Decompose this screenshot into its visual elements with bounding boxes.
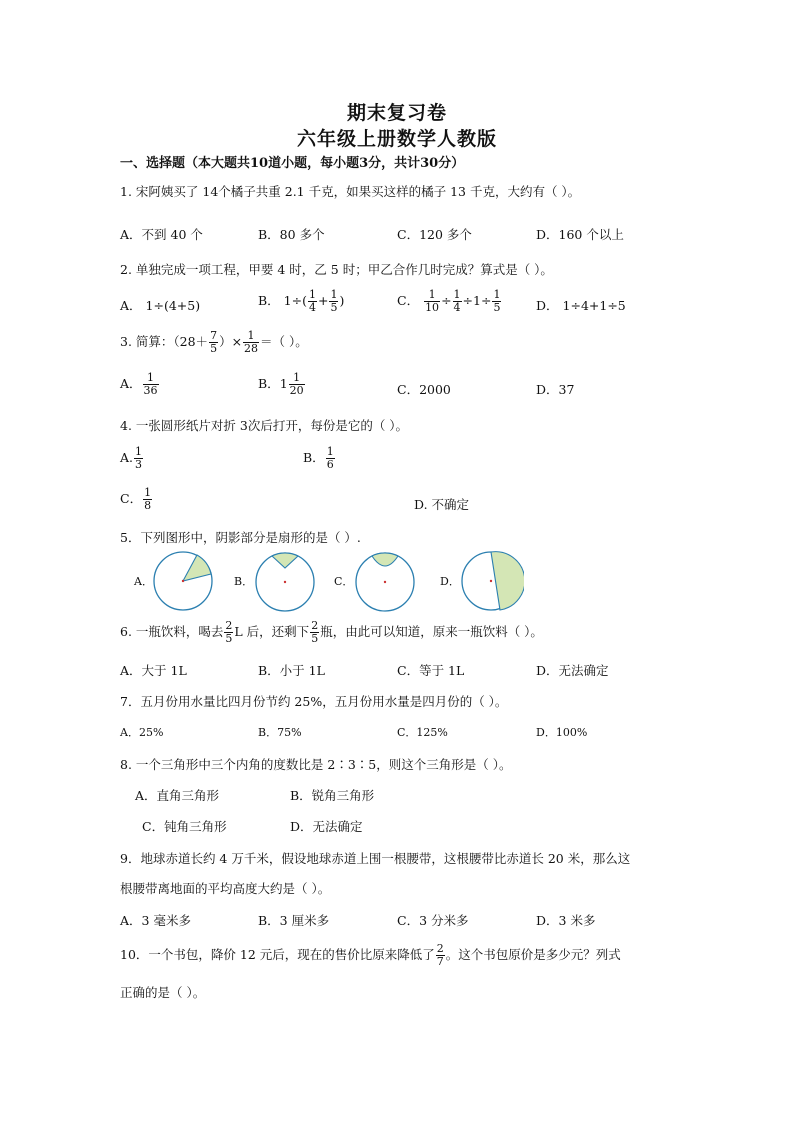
- question-8-stem: 8. 一个三角形中三个内角的度数比是 2∶3∶5，则这个三角形是（ ）。: [120, 757, 512, 772]
- fraction: $\frac{1}{5}$: [493, 288, 501, 314]
- q2-option-d[interactable]: [536, 296, 626, 314]
- q9-option-c[interactable]: C．3 分米多: [397, 913, 469, 928]
- q2-option-c[interactable]: [397, 289, 502, 314]
- q7-option-c[interactable]: C．125%: [397, 726, 448, 739]
- q5-option-d[interactable]: D．: [440, 575, 460, 588]
- option-label: B．: [258, 293, 280, 308]
- q4-option-a[interactable]: A. $\frac{1}{3}$: [120, 445, 143, 471]
- q1-option-d[interactable]: D．160 个以上: [536, 227, 624, 242]
- question-9-stem-line-2: 根腰带离地面的平均高度大约是（ ）。: [120, 881, 331, 896]
- q6-option-d[interactable]: D．无法确定: [536, 663, 609, 678]
- expression-part: +: [317, 293, 329, 308]
- expression-part: ÷1÷: [462, 293, 492, 308]
- question-6-stem: 6. 一瓶饮料，喝去 $\frac{2}{5}$ L 后，还剩下 $\frac{2}{5}$ 瓶，由此可以知道，原来一瓶饮料（ ）。: [120, 619, 543, 645]
- expression: 1÷4+1÷5: [562, 298, 626, 313]
- question-1-stem: 1. 宋阿姨买了 14个橘子共重 2.1 千克，如果买这样的橘子 13 千克，大约有（ ）。: [120, 184, 581, 199]
- q9-option-b[interactable]: B．3 厘米多: [258, 913, 330, 928]
- q6-option-b[interactable]: B．小于 1L: [258, 663, 325, 678]
- fraction: $\frac{1}{10}$: [425, 288, 440, 314]
- q8-option-c[interactable]: C．钝角三角形: [142, 819, 227, 834]
- option-label: D．: [536, 298, 559, 313]
- circle-figure-b: [252, 548, 318, 614]
- q3-option-d[interactable]: D．37: [536, 382, 575, 397]
- circle-figure-d: [458, 548, 524, 614]
- expression-part: 1÷(: [283, 293, 307, 308]
- question-2-stem: 2. 单独完成一项工程，甲要 4 时，乙 5 时；甲乙合作几时完成？算式是（ ）。: [120, 262, 553, 277]
- q7-option-d[interactable]: D．100%: [536, 726, 588, 739]
- page-subtitle: 六年级上册数学人教版: [296, 128, 497, 150]
- question-5-stem: 5．下列图形中，阴影部分是扇形的是（ ）.: [120, 530, 361, 545]
- fraction: $\frac{2}{5}$: [225, 619, 233, 645]
- fraction: $\frac{1}{20}$: [289, 371, 304, 397]
- page-title: 期末复习卷: [346, 102, 447, 124]
- fraction: $\frac{1}{8}$: [144, 486, 152, 512]
- circle-figure-c: [352, 548, 418, 614]
- fraction: $\frac{1}{36}$: [143, 371, 158, 397]
- question-4-stem: 4. 一张圆形纸片对折 3次后打开，每份是它的（ ）。: [120, 418, 409, 433]
- circle-figure-a: [150, 548, 216, 614]
- question-10-stem: 10．一个书包，降价 12 元后，现在的售价比原来降低了 $\frac{2}{7}$ 。这个书包原价是多少元？列式: [120, 942, 621, 968]
- section-heading: 一、选择题（本大题共10道小题，每小题3分，共计30分）: [120, 156, 465, 171]
- fraction: $\frac{7}{5}$: [210, 329, 218, 355]
- q6-option-a[interactable]: A．大于 1L: [120, 663, 187, 678]
- fraction: $\frac{1}{6}$: [326, 445, 334, 471]
- q9-option-d[interactable]: D．3 米多: [536, 913, 596, 928]
- q2-option-a[interactable]: [120, 296, 200, 314]
- fraction: $\frac{1}{4}$: [453, 288, 461, 314]
- fraction: $\frac{1}{3}$: [135, 445, 143, 471]
- q8-option-a[interactable]: A．直角三角形: [135, 788, 220, 803]
- fraction: $\frac{1}{28}$: [244, 329, 259, 355]
- expression-part: ÷: [441, 293, 452, 308]
- question-3-stem: 3. 简算：（28＋ $\frac{7}{5}$ ）× $\frac{1}{28}$ ＝（ ）。: [120, 329, 308, 355]
- expression: 1÷(4+5): [145, 298, 201, 313]
- q1-option-a[interactable]: A．不到 40 个: [120, 227, 203, 242]
- q2-option-b[interactable]: [258, 289, 344, 314]
- q9-option-a[interactable]: A．3 毫米多: [120, 913, 191, 928]
- q6-option-c[interactable]: C．等于 1L: [397, 663, 465, 678]
- expression-part: ): [339, 293, 345, 308]
- question-9-stem-line-1: 9．地球赤道长约 4 万千米，假设地球赤道上围一根腰带，这根腰带比赤道长 20 米，那么这: [120, 851, 631, 866]
- q7-option-a[interactable]: A．25%: [120, 726, 164, 739]
- q3-option-b[interactable]: B．1 $\frac{1}{20}$: [258, 371, 304, 397]
- q8-option-d[interactable]: D．无法确定: [290, 819, 363, 834]
- q1-option-b[interactable]: B．80 多个: [258, 227, 325, 242]
- q5-option-b[interactable]: B．: [234, 575, 254, 588]
- fraction: $\frac{1}{5}$: [330, 288, 338, 314]
- q4-option-b[interactable]: B． $\frac{1}{6}$: [303, 445, 334, 471]
- q4-option-c[interactable]: C． $\frac{1}{8}$: [120, 486, 152, 512]
- q7-option-b[interactable]: B．75%: [258, 726, 302, 739]
- question-7-stem: 7．五月份用水量比四月份节约 25%，五月份用水量是四月份的（ ）。: [120, 694, 508, 709]
- option-label: A．: [120, 298, 142, 313]
- q5-option-a[interactable]: A．: [134, 575, 153, 588]
- q1-option-c[interactable]: C．120 多个: [397, 227, 472, 242]
- fraction: $\frac{2}{7}$: [436, 942, 444, 968]
- q4-option-d[interactable]: D. 不确定: [414, 497, 470, 512]
- q3-option-a[interactable]: A． $\frac{1}{36}$: [120, 371, 158, 397]
- fraction: $\frac{2}{5}$: [311, 619, 319, 645]
- q8-option-b[interactable]: B．锐角三角形: [290, 788, 375, 803]
- fraction: $\frac{1}{4}$: [308, 288, 316, 314]
- question-10-stem-line-2: 正确的是（ ）。: [120, 985, 206, 1000]
- q3-option-c[interactable]: C．2000: [397, 382, 451, 397]
- q5-option-c[interactable]: C．: [334, 575, 354, 588]
- option-label: C．: [397, 293, 420, 308]
